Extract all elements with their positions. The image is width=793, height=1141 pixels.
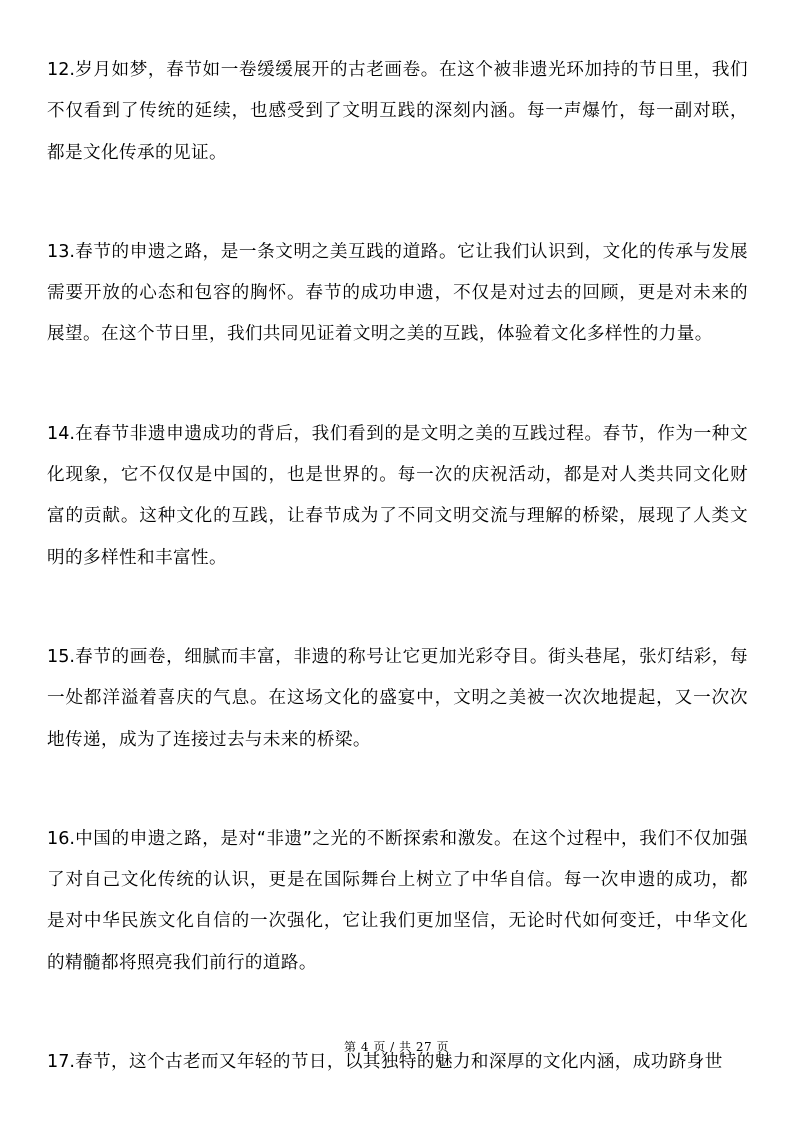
footer-suffix: 页 bbox=[436, 1040, 449, 1054]
paragraph-number: 13. bbox=[47, 241, 75, 262]
paragraph-number: 12. bbox=[47, 60, 75, 80]
page-footer bbox=[0, 1038, 793, 1055]
paragraph-12 bbox=[47, 50, 748, 174]
paragraph-text: 中国的申遗之路，是对“非遗”之光的不断探索和激发。在这个过程中，我们不仅加强了对自己文化传统的认识，更是在国际舞台上树立了中华自信。每一次申遗的成功，都是对中华民族文化自信的一次强化，它让我们更加坚信，无论时代如何变迁，中华文化的精髓都将照亮我们前行的道路。 bbox=[47, 828, 748, 973]
footer-mid: 页 / 共 bbox=[373, 1040, 412, 1054]
document-body bbox=[47, 50, 748, 1141]
total-pages-number: 27 bbox=[415, 1040, 433, 1054]
paragraph-13 bbox=[47, 232, 748, 356]
paragraph-number: 16. bbox=[47, 828, 75, 849]
paragraph-text: 岁月如梦，春节如一卷缓缓展开的古老画卷。在这个被非遗光环加持的节日里，我们不仅看到了传统的延续，也感受到了文明互践的深刻内涵。每一声爆竹，每一副对联，都是文化传承的见证。 bbox=[47, 60, 748, 163]
paragraph-text: 在春节非遗申遗成功的背后，我们看到的是文明之美的互践过程。春节，作为一种文化现象，它不仅仅是中国的，也是世界的。每一次的庆祝活动，都是对人类共同文化财富的贡献。这种文化的互践，让春节成为了不同文明交流与理解的桥梁，展现了人类文明的多样性和丰富性。 bbox=[47, 423, 748, 568]
paragraph-text: 春节，这个古老而又年轻的节日，以其独特的魅力和深厚的文化内涵，成功跻身世 bbox=[74, 1052, 723, 1073]
paragraph-number: 15. bbox=[47, 646, 75, 667]
current-page-number: 4 bbox=[360, 1040, 369, 1054]
paragraph-14 bbox=[47, 414, 748, 579]
paragraph-15 bbox=[47, 637, 748, 761]
paragraph-number: 17. bbox=[47, 1052, 75, 1073]
paragraph-number: 14. bbox=[47, 423, 75, 444]
paragraph-text: 春节的申遗之路，是一条文明之美互践的道路。它让我们认识到，文化的传承与发展需要开放的心态和包容的胸怀。春节的成功申遗，不仅是对过去的回顾，更是对未来的展望。在这个节日里，我们共同见证着文明之美的互践，体验着文化多样性的力量。 bbox=[47, 241, 748, 345]
paragraph-text: 春节的画卷，细腻而丰富，非遗的称号让它更加光彩夺目。街头巷尾，张灯结彩，每一处都洋溢着喜庆的气息。在这场文化的盛宴中，文明之美被一次次地提起，又一次次地传递，成为了连接过去与未来的桥梁。 bbox=[47, 646, 748, 750]
footer-prefix: 第 bbox=[344, 1040, 357, 1054]
paragraph-16 bbox=[47, 819, 748, 984]
